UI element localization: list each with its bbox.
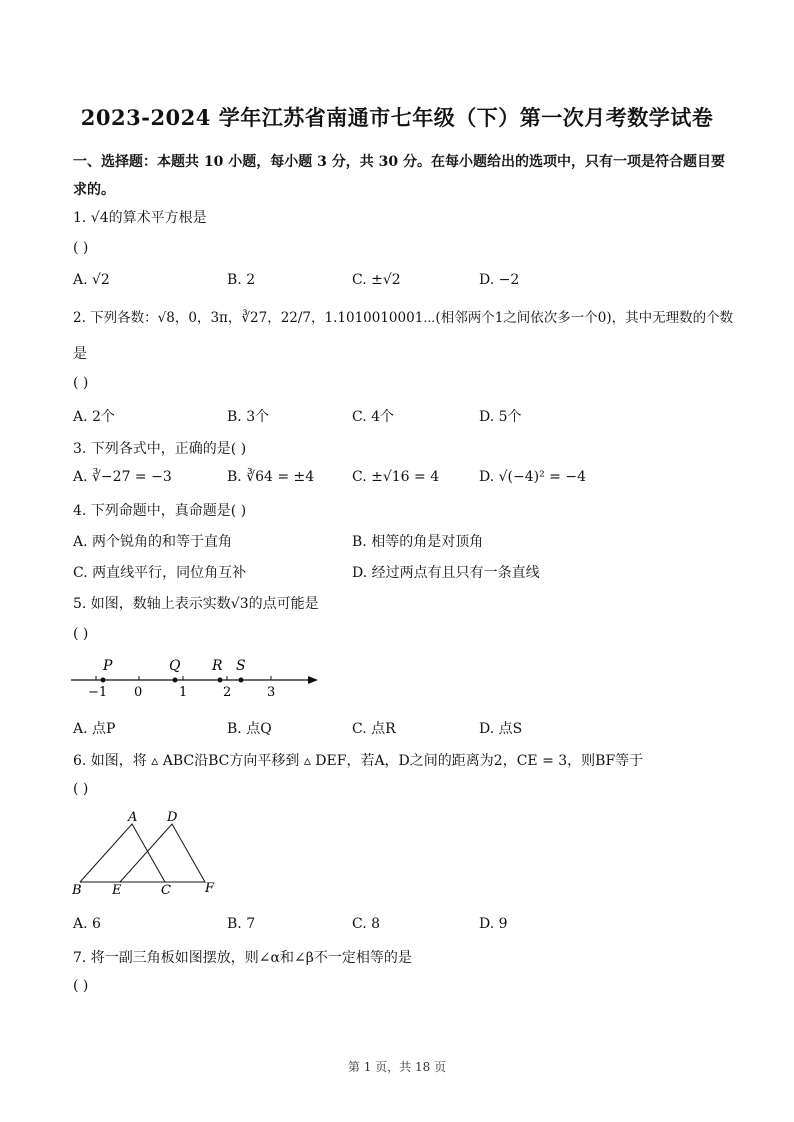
question-1-option-c: C. ±√2 [352,272,401,288]
question-6-option-c: C. 8 [352,916,381,932]
question-4-text: 4. 下列命题中，真命题是( ) [73,503,247,519]
question-5-option-d: D. 点S [479,721,523,737]
point-q [173,678,178,683]
arrow-icon [308,676,318,684]
question-1-option-b: B. 2 [227,272,256,288]
question-3-option-d: D. √(−4)² = −4 [479,469,586,485]
question-3-text: 3. 下列各式中，正确的是( ) [73,441,247,457]
question-1-option-d: D. −2 [479,272,520,288]
vertex-label-d: D [167,810,178,825]
question-2-text: 2. 下列各数：√8，0，3π，∛27，22/7，1.1010010001⋯(相邻两个1之间依次多一个0)，其中无理数的个数 [73,310,734,326]
triangle-def [120,824,205,882]
question-5-option-a: A. 点P [73,721,116,737]
tick-label: 2 [223,685,232,700]
question-4-option-b: B. 相等的角是对顶角 [352,534,484,550]
section-heading: 一、选择题：本题共 10 小题，每小题 3 分，共 30 分。在每小题给出的选项中，只有一项是符合题目要求的。 [73,154,725,198]
question-4-option-d: D. 经过两点有且只有一条直线 [352,565,540,581]
point-label-s: S [236,658,246,674]
question-4-option-c: C. 两直线平行，同位角互补 [73,565,247,581]
point-s [239,678,244,683]
number-line-figure [66,652,328,700]
tick-label: 3 [267,685,276,700]
point-label-r: R [212,658,223,674]
question-3-option-b: B. ∛64 = ±4 [227,469,315,485]
question-2-option-d: D. 5个 [479,409,522,425]
vertex-label-e: E [112,883,122,898]
question-3-option-c: C. ±√16 = 4 [352,469,440,485]
question-2-option-c: C. 4个 [352,409,395,425]
question-4-option-a: A. 两个锐角的和等于直角 [73,534,233,550]
vertex-label-f: F [205,881,215,896]
point-p [101,678,106,683]
question-7-text: 7. 将一副三角板如图摆放，则∠α和∠β不一定相等的是 [73,950,412,966]
question-2-answer-paren: ( ) [73,375,89,391]
question-7-answer-paren: ( ) [73,978,89,994]
vertex-label-c: C [161,883,171,898]
question-6-option-d: D. 9 [479,916,508,932]
page-footer: 第 1 页，共 18 页 [347,1060,447,1074]
tick-label: 0 [134,685,143,700]
page-title: 2023-2024 学年江苏省南通市七年级（下）第一次月考数学试卷 [80,105,714,130]
question-5-answer-paren: ( ) [73,626,89,642]
question-6-option-a: A. 6 [73,916,101,932]
question-5-option-b: B. 点Q [227,721,272,737]
question-1-text: 1. √4的算术平方根是 [73,210,207,226]
triangle-abc [80,824,165,882]
question-6-answer-paren: ( ) [73,781,89,797]
point-label-q: Q [169,658,181,674]
question-1-option-a: A. √2 [73,272,110,288]
tick-label: −1 [88,685,108,700]
question-6-text: 6. 如图，将 ▵ ABC沿BC方向平移到 ▵ DEF，若A，D之间的距离为2，CE = 3，则BF等于 [73,753,644,769]
point-label-p: P [103,658,113,674]
tick-label: 1 [179,685,188,700]
triangle-translation-figure [68,810,228,900]
question-5-option-c: C. 点R [352,721,396,737]
vertex-label-a: A [128,810,138,825]
question-1-answer-paren: ( ) [73,240,89,256]
question-5-text: 5. 如图，数轴上表示实数√3的点可能是 [73,596,319,612]
question-2-text-continued: 是 [73,346,87,362]
question-3-option-a: A. ∛−27 = −3 [73,469,172,485]
question-6-option-b: B. 7 [227,916,256,932]
question-2-option-b: B. 3个 [227,409,270,425]
point-r [218,678,223,683]
question-2-option-a: A. 2个 [73,409,115,425]
vertex-label-b: B [72,883,82,898]
